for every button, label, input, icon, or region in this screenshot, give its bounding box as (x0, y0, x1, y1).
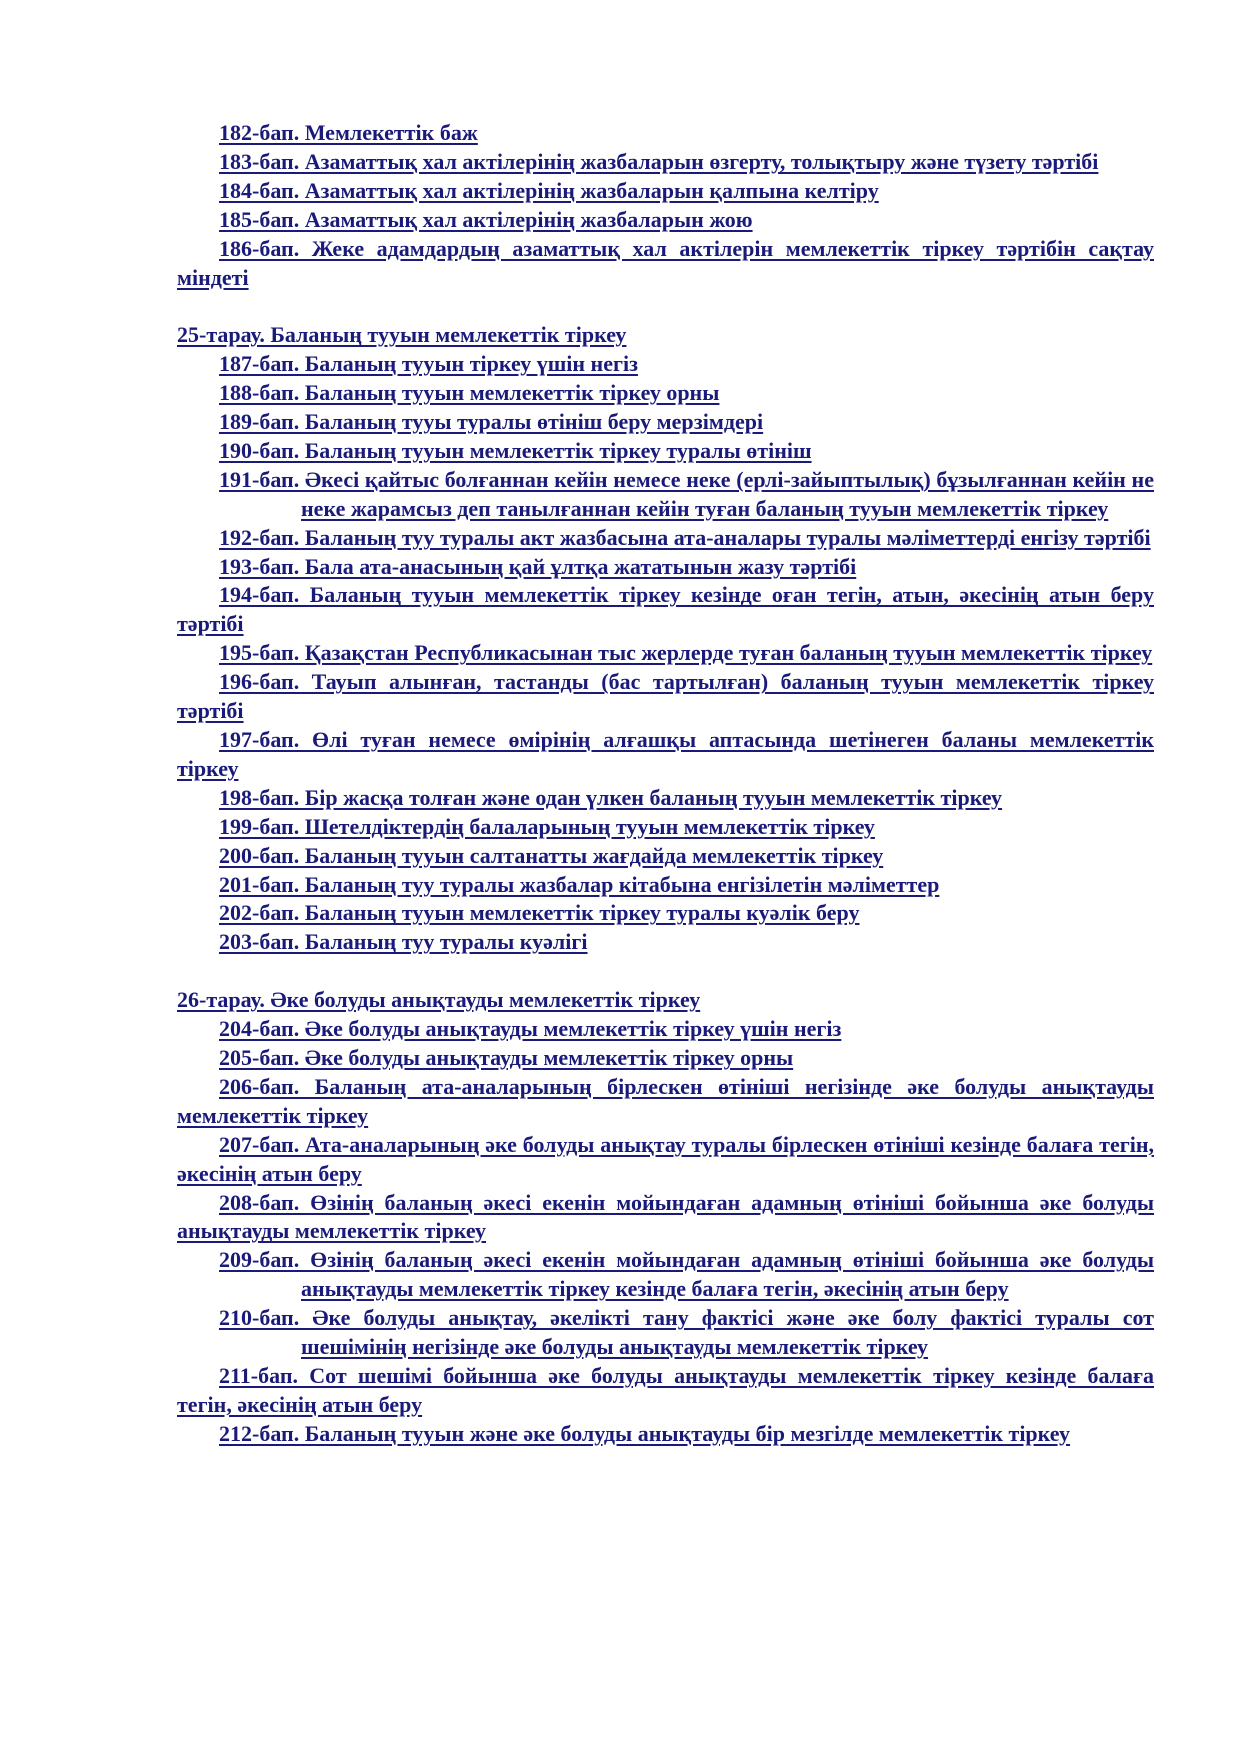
toc-article (177, 1073, 1154, 1131)
toc-article (177, 1044, 1154, 1073)
toc-article-link[interactable]: 197-бап. Өлі туған немесе өмірінің алғашқы аптасында шетінеген баланы мемлекеттік тіркеу (177, 727, 1154, 781)
toc-article (177, 553, 1154, 582)
toc-article-link[interactable]: 187-бап. Баланың тууын тіркеу үшін негіз (219, 351, 638, 377)
toc-article (177, 581, 1154, 639)
toc-article-link[interactable]: 210-бап. Әке болуды анықтау, әкелікті тану фактісі және әке болу фактісі туралы сот шешімінің негізінде әке болуды анықтауды мемлекеттік тіркеу (219, 1305, 1154, 1360)
toc-article-link[interactable]: 193-бап. Бала ата-анасының қай ұлтқа жататынын жазу тәртібі (219, 553, 857, 579)
toc-article-link[interactable]: 206-бап. Баланың ата-аналарының бірлескен өтініші негізінде әке болуды анықтауды мемлекеттік тіркеу (177, 1073, 1154, 1128)
toc-article (177, 1420, 1154, 1449)
toc-article-link[interactable]: 191-бап. Әкесі қайтыс болғаннан кейін немесе неке (ерлі-зайыптылық) бұзылғаннан кейін не неке жарамсыз деп танылғаннан кейін туған баланың тууын мемлекеттік тіркеу (219, 466, 1154, 521)
toc-article-link[interactable]: 199-бап. Шетелдіктердің балаларының тууын мемлекеттік тіркеу (219, 813, 875, 839)
toc-article (177, 1131, 1154, 1189)
toc-list (177, 119, 1154, 1449)
toc-article (177, 1304, 1154, 1362)
toc-article-link[interactable]: 183-бап. Азаматтық хал актілерінің жазбаларын өзгерту, толықтыру және түзету тәртібі (219, 148, 1099, 174)
toc-article-link[interactable]: 207-бап. Ата-аналарының әке болуды анықтау туралы бірлескен өтініші кезінде балаға тегін, әкесінің атын беру (177, 1131, 1154, 1186)
toc-article-link[interactable]: 212-бап. Баланың тууын және әке болуды анықтауды бір мезгілде мемлекеттік тіркеу (219, 1420, 1071, 1446)
toc-article-link[interactable]: 195-бап. Қазақстан Республикасынан тыс жерлерде туған баланың тууын мемлекеттік тіркеу (219, 640, 1153, 666)
toc-article (177, 206, 1154, 235)
toc-article-link[interactable]: 203-бап. Баланың туу туралы куәлігі (219, 929, 588, 955)
toc-article-link[interactable]: 204-бап. Әке болуды анықтауды мемлекеттік тіркеу үшін негіз (219, 1016, 842, 1042)
toc-article (177, 177, 1154, 206)
toc-article-link[interactable]: 209-бап. Өзінің баланың әкесі екенін мойындаған адамның өтініші бойынша әке болуды анықтауды мемлекеттік тіркеу кезінде балаға тегін, әкесінің атын беру (219, 1247, 1154, 1302)
toc-article (177, 1189, 1154, 1247)
toc-article-link[interactable]: 208-бап. Өзінің баланың әкесі екенін мойындаған адамның өтініші бойынша әке болуды анықтауды мемлекеттік тіркеу (177, 1189, 1154, 1244)
toc-article (177, 842, 1154, 871)
toc-article-link[interactable]: 190-бап. Баланың тууын мемлекеттік тіркеу туралы өтініш (219, 437, 812, 463)
toc-article-link[interactable]: 201-бап. Баланың туу туралы жазбалар кітабына енгізілетін мәліметтер (219, 871, 940, 897)
toc-article (177, 1015, 1154, 1044)
toc-article (177, 379, 1154, 408)
toc-article-link[interactable]: 188-бап. Баланың тууын мемлекеттік тіркеу орны (219, 380, 720, 406)
toc-article-link[interactable]: 186-бап. Жеке адамдардың азаматтық хал актілерін мемлекеттік тіркеу тәртібін сақтау міндеті (177, 235, 1154, 290)
toc-article (177, 639, 1154, 668)
toc-article (177, 871, 1154, 900)
toc-article (177, 148, 1154, 177)
toc-article-link[interactable]: 182-бап. Мемлекеттік баж (219, 120, 478, 145)
toc-chapter (177, 986, 1154, 1015)
toc-article-link[interactable]: 184-бап. Азаматтық хал актілерінің жазбаларын қалпына келтіру (219, 177, 879, 203)
toc-article (177, 350, 1154, 379)
toc-article (177, 813, 1154, 842)
toc-article-link[interactable]: 205-бап. Әке болуды анықтауды мемлекеттік тіркеу орны (219, 1044, 794, 1070)
toc-article (177, 726, 1154, 784)
toc-article-link[interactable]: 189-бап. Баланың тууы туралы өтініш беру мерзімдері (219, 409, 764, 435)
toc-article-link[interactable]: 211-бап. Сот шешімі бойынша әке болуды анықтауды мемлекеттік тіркеу кезінде балаға тегін, әкесінің атын беру (177, 1362, 1154, 1417)
toc-article-link[interactable]: 196-бап. Тауып алынған, тастанды (бас тартылған) баланың тууын мемлекеттік тіркеу тәртібі (177, 669, 1154, 724)
toc-article-link[interactable]: 192-бап. Баланың туу туралы акт жазбасына ата-аналары туралы мәліметтерді енгізу тәртібі (219, 524, 1151, 550)
toc-article-link[interactable]: 198-бап. Бір жасқа толған және одан үлкен баланың тууын мемлекеттік тіркеу (219, 784, 1003, 810)
toc-article-link[interactable]: 185-бап. Азаматтық хал актілерінің жазбаларын жою (219, 206, 753, 232)
toc-article (177, 408, 1154, 437)
toc-article (177, 119, 1154, 148)
toc-article (177, 466, 1154, 524)
toc-article-link[interactable]: 194-бап. Баланың тууын мемлекеттік тіркеу кезінде оған тегін, атын, әкесінің атын беру тәртібі (177, 582, 1154, 637)
toc-article (177, 1362, 1154, 1420)
toc-article-link[interactable]: 200-бап. Баланың тууын салтанатты жағдайда мемлекеттік тіркеу (219, 842, 884, 868)
toc-chapter-link[interactable]: 25-тарау. Баланың тууын мемлекеттік тіркеу (177, 322, 627, 348)
toc-article (177, 437, 1154, 466)
toc-article-link[interactable]: 202-бап. Баланың тууын мемлекеттік тіркеу туралы куәлік беру (219, 900, 860, 926)
toc-article (177, 524, 1154, 553)
toc-chapter (177, 321, 1154, 350)
toc-article (177, 1246, 1154, 1304)
toc-article (177, 928, 1154, 957)
toc-article (177, 235, 1154, 293)
toc-article (177, 899, 1154, 928)
toc-article (177, 668, 1154, 726)
toc-chapter-link[interactable]: 26-тарау. Әке болуды анықтауды мемлекеттік тіркеу (177, 987, 701, 1013)
toc-article (177, 784, 1154, 813)
